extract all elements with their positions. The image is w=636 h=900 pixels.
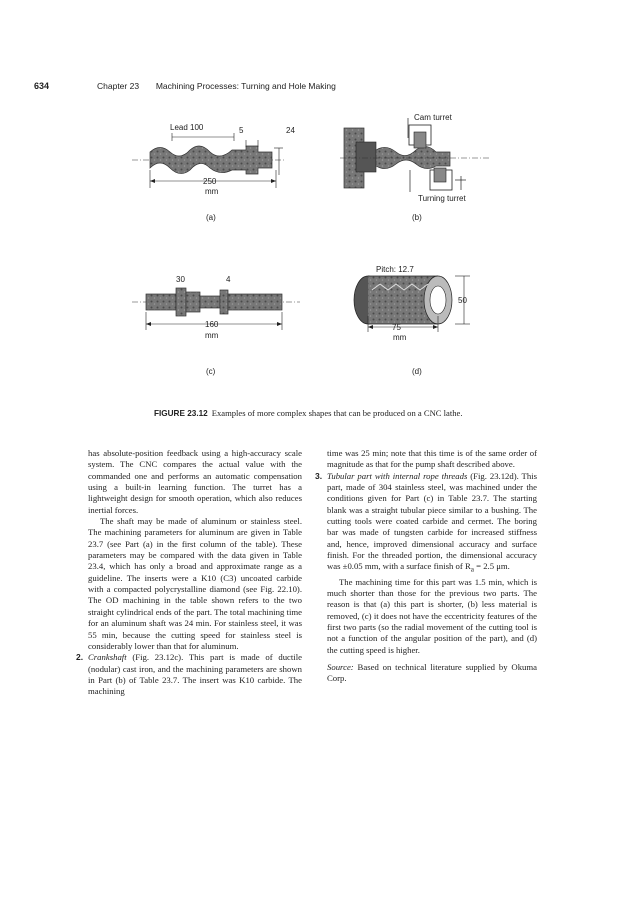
figure-caption-text: Examples of more complex shapes that can be produced on a CNC lathe. (211, 408, 463, 418)
list-item-3-title: Tubular part with internal rope threads (327, 470, 468, 481)
panel-c-dim-4: 4 (226, 275, 231, 284)
figure-number: FIGURE 23.12 (154, 409, 208, 418)
panel-b-turning-turret: Turning turret (418, 194, 466, 203)
panel-a-dim-5: 5 (239, 126, 244, 135)
panel-b-diagram (340, 118, 490, 192)
list-item-3-end: = 2.5 μm. (473, 561, 510, 572)
panel-c-length: 160 (205, 320, 219, 329)
source-text: Based on technical literature supplied by Okuma Corp. (327, 661, 537, 684)
panel-b-cam-turret: Cam turret (414, 113, 452, 122)
right-column (315, 448, 537, 685)
panel-d-diagram (354, 276, 470, 332)
left-paragraph-2: The shaft may be made of aluminum or stainless steel. The machining parameters for aluminum are given in Table 23.7 (see Part (a) in the first column of the table). These parameters may be compared with the data given in Table 23.4, which has only a broad and approximate range as a guideline. The inserts were a K10 (C3) uncoated carbide with a compacted polycrystalline diamond (see Fig. 22.10). The OD machining in the table shown refers to the two straight cylindrical ends of the part. The total machining time for an aluminum shaft was 24 min. For stainless steel, it was 55 min, because the cutting speed for stainless steel is considerably lower than that for aluminum. (88, 516, 302, 651)
panel-c-unit: mm (205, 331, 219, 340)
panel-c-dim-30: 30 (176, 275, 185, 284)
list-item-3-number: 3. (315, 470, 323, 481)
figure-caption (154, 408, 484, 420)
right-paragraph-3: The machining time for this part was 1.5 min, which is much shorter than those for the previous two parts. The reason is that (a) this part is shorter, (b) less material is removed, (c) it does not have the eccentricity features of the first two parts (so the radial movement of the cutting tool is not a function of the angular position of the part), and (d) the cutting speed is higher. (327, 576, 537, 655)
panel-c-label: (c) (206, 367, 216, 376)
panel-a-label: (a) (206, 213, 216, 222)
chapter-label: Chapter 23 (97, 81, 140, 91)
list-item-3-text: (Fig. 23.12d). This part, made of 304 stainless steel, was machined under the conditions given for Part (c) in Table 23.7. The starting blank was a straight tubular piece similar to a bushing. The cutting tools were coated carbide and cermet. The boring bar was made of tungsten carbide for increased stiffness and, hence, improved dimensional accuracy and surface finish. For the threaded portion, the dimensional accuracy was ±0.05 mm, with a surface finish of R (327, 470, 537, 572)
source-note (327, 662, 537, 685)
left-column (76, 448, 302, 698)
panel-b-label: (b) (412, 213, 422, 222)
figure-23-12 (0, 0, 636, 400)
list-item-2-text: (Fig. 23.12c). This part is made of ductile (nodular) cast iron, and the machining parameters are shown in Part (b) of Table 23.7. The insert was K10 carbide. The machining (88, 652, 302, 697)
list-item-3-subscript: a (470, 566, 474, 575)
panel-d-label: (d) (412, 367, 422, 376)
panel-d-length: 75 (392, 323, 401, 332)
panel-d-dim-50: 50 (458, 296, 467, 305)
list-item-3 (315, 470, 537, 577)
page-number: 634 (34, 81, 50, 91)
source-label: Source: (327, 661, 354, 672)
panel-d-unit: mm (393, 333, 407, 342)
panel-a-unit: mm (205, 187, 219, 196)
list-item-2-number: 2. (76, 652, 84, 663)
panel-d-pitch: Pitch: 12.7 (376, 265, 414, 274)
list-item-2-title: Crankshaft (88, 652, 127, 663)
panel-a-dim-24: 24 (286, 126, 295, 135)
panel-a-lead-label: Lead 100 (170, 123, 204, 132)
list-item-2 (76, 652, 302, 697)
right-paragraph-1: time was 25 min; note that this time is of the same order of magnitude as that for the pump shaft described above. (327, 448, 537, 470)
panel-a-length: 250 (203, 177, 217, 186)
chapter-title: Machining Processes: Turning and Hole Making (155, 81, 336, 91)
left-paragraph-1: has absolute-position feedback using a high-accuracy scale system. The CNC compares the actual value with the commanded one and performs an automatic compensation using a built-in learning function. The turret has a lightweight design for smooth operation, which also reduces inertial forces. (88, 448, 302, 515)
